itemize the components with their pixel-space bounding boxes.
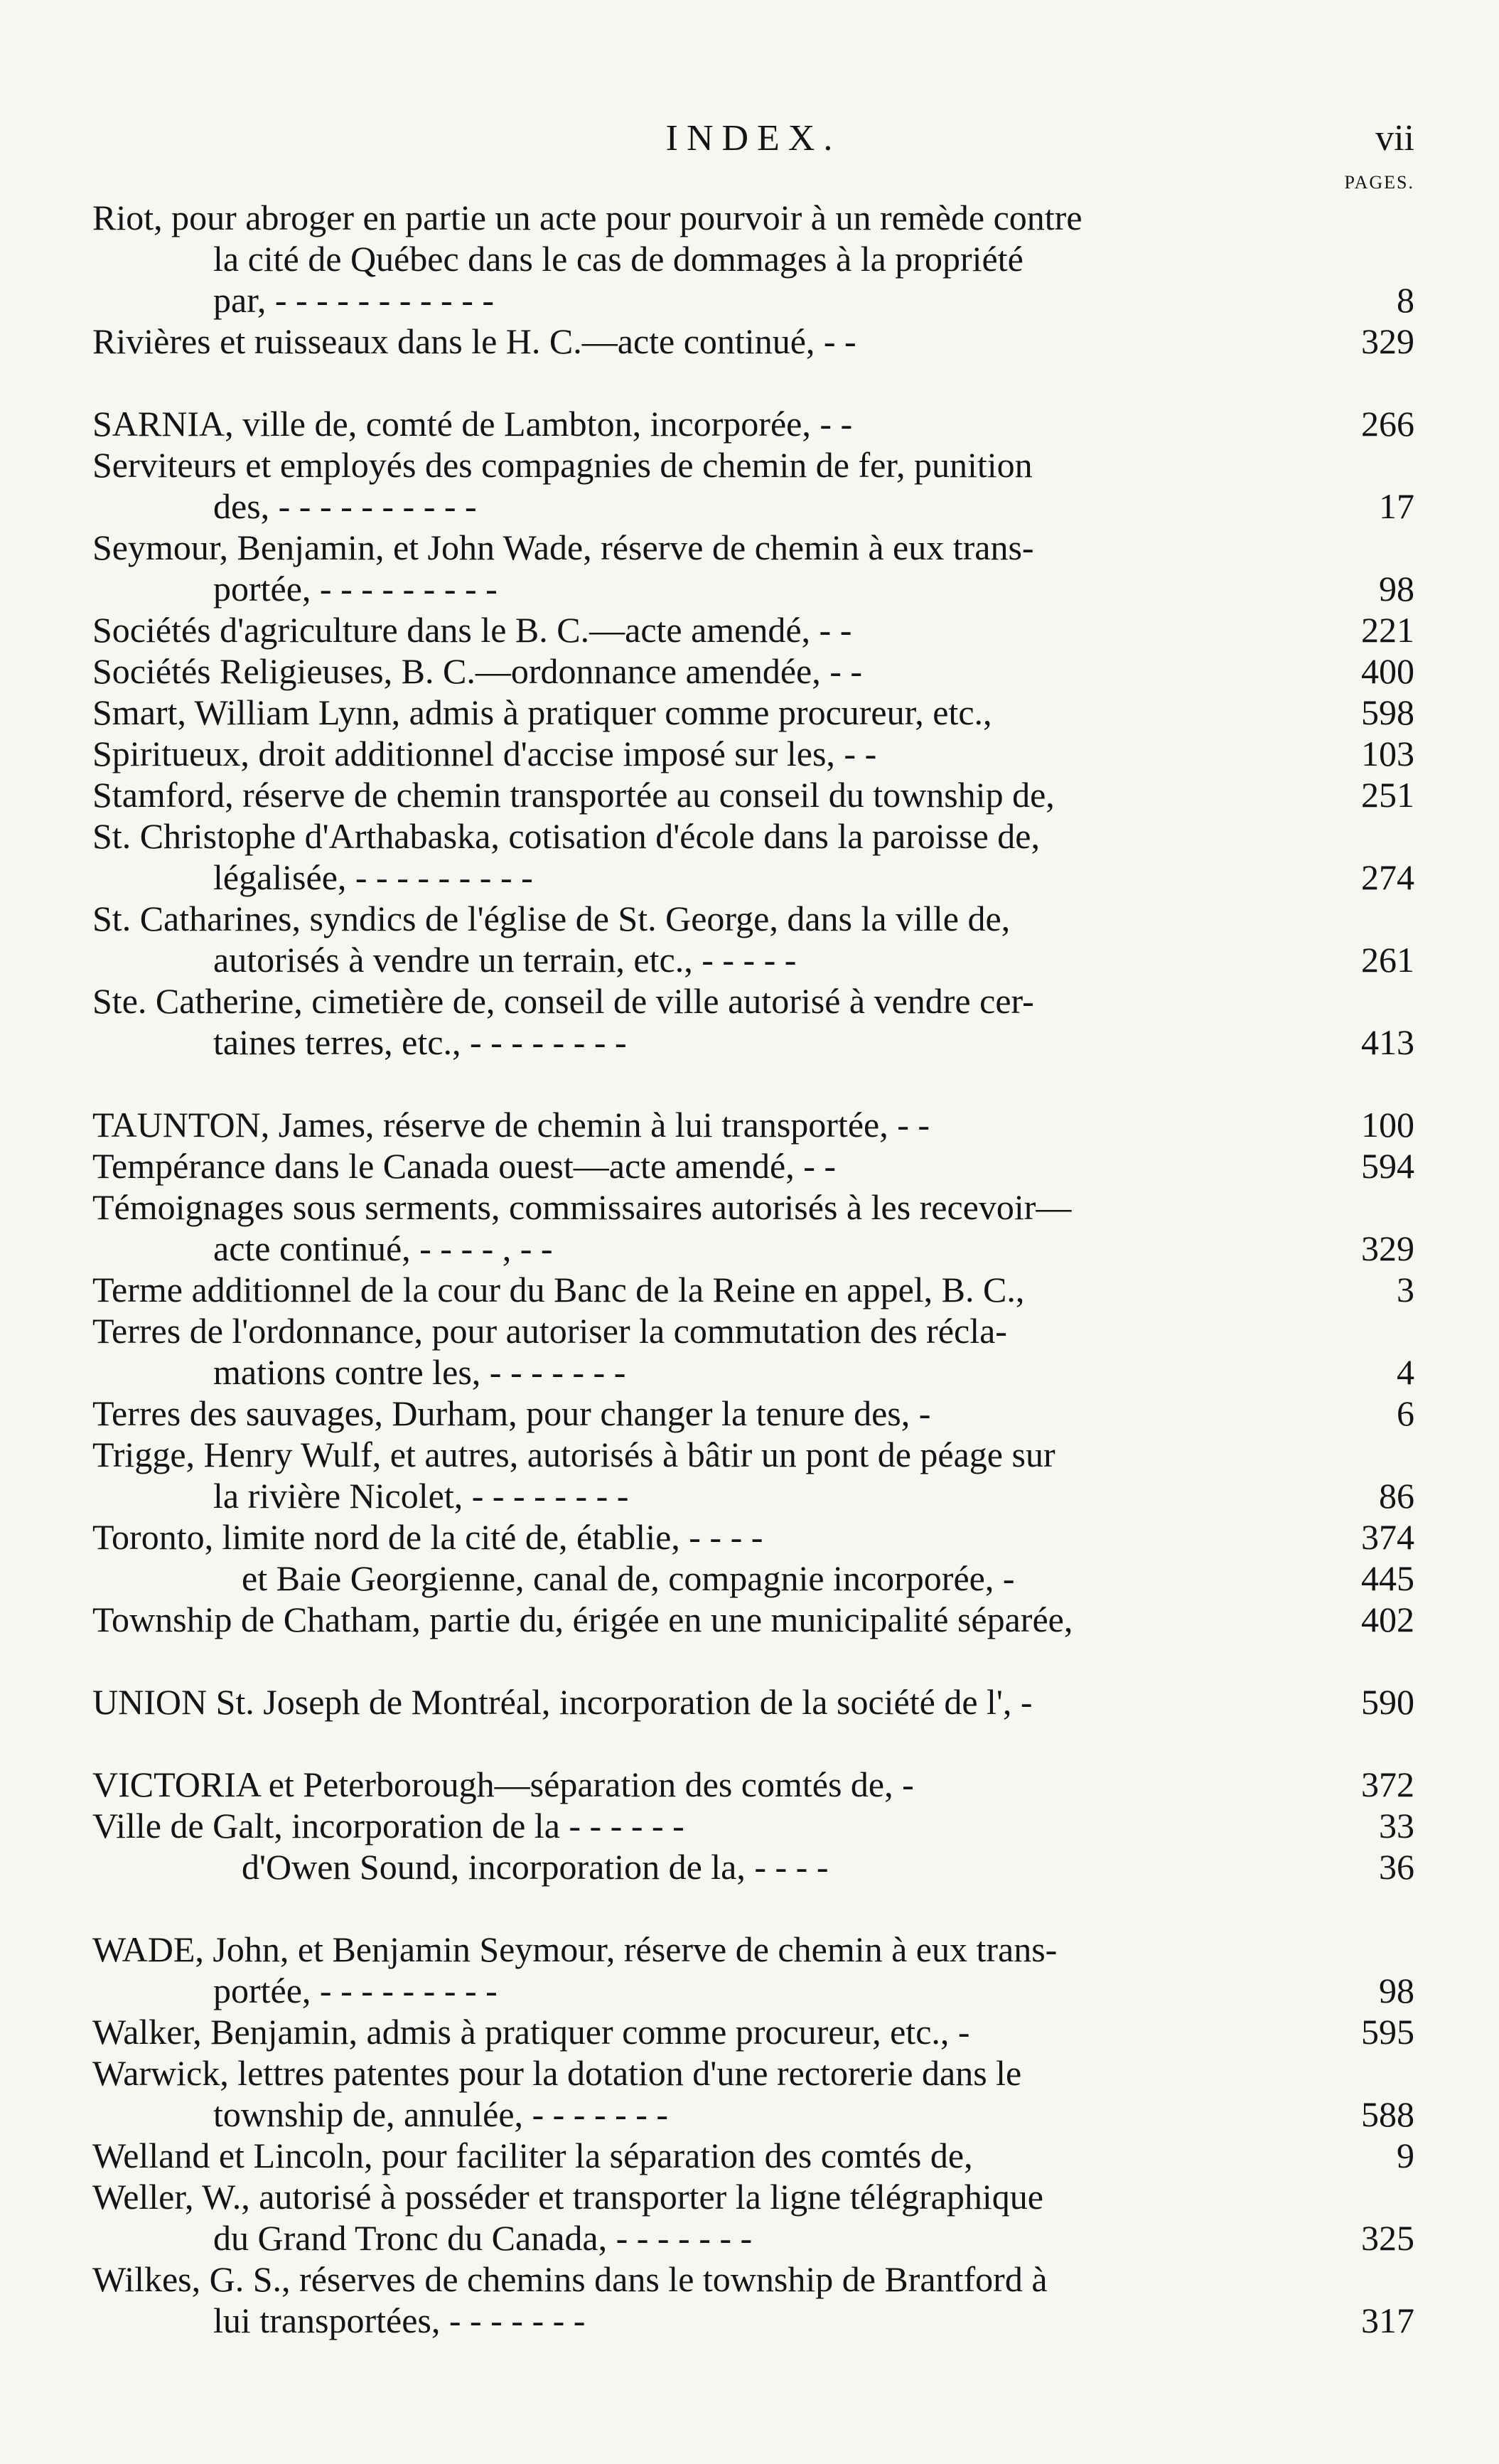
page-number: 98 — [1379, 1971, 1414, 2010]
page-number: 329 — [1361, 321, 1414, 361]
page-number: 251 — [1361, 775, 1414, 815]
index-line: Stamford, réserve de chemin transportée au conseil du township de, 251 — [92, 775, 1414, 815]
index-line: taines terres, etc., - - - - - - - - 413 — [213, 1022, 1414, 1062]
page-number: 594 — [1361, 1146, 1414, 1186]
page-number: 595 — [1361, 2012, 1414, 2052]
page-number: 400 — [1361, 651, 1414, 691]
index-line: la cité de Québec dans le cas de dommages à la propriété — [213, 239, 1023, 279]
page-number: 221 — [1361, 610, 1414, 650]
section-gap — [92, 362, 1414, 403]
page-number: 413 — [1361, 1022, 1414, 1062]
page-number: 9 — [1397, 2136, 1414, 2175]
page-number: 325 — [1361, 2218, 1414, 2258]
index-line: Ville de Galt, incorporation de la - - - - - - 33 — [92, 1806, 1414, 1846]
index-line: Sociétés d'agriculture dans le B. C.—acte amendé, - - 221 — [92, 610, 1414, 650]
page-number: 4 — [1397, 1352, 1414, 1392]
index-line: Ste. Catherine, cimetière de, conseil de ville autorisé à vendre cer- — [92, 981, 1034, 1021]
index-line: Sociétés Religieuses, B. C.—ordonnance amendée, - - 400 — [92, 651, 1414, 691]
page-number: 590 — [1361, 1682, 1414, 1722]
index-line: Weller, W., autorisé à posséder et transporter la ligne télégraphique — [92, 2177, 1043, 2217]
page-number: 3 — [1397, 1270, 1414, 1309]
index-line: Smart, William Lynn, admis à pratiquer comme procureur, etc., 598 — [92, 692, 1414, 732]
page-number: 98 — [1379, 569, 1414, 609]
index-line: par, - - - - - - - - - - - 8 — [213, 280, 1414, 320]
index-line: Terme additionnel de la cour du Banc de la Reine en appel, B. C., 3 — [92, 1270, 1414, 1309]
index-line: Terres des sauvages, Durham, pour changer la tenure des, - 6 — [92, 1393, 1414, 1433]
index-line: township de, annulée, - - - - - - - 588 — [213, 2094, 1414, 2134]
index-line: des, - - - - - - - - - - 17 — [213, 486, 1414, 526]
page-number: 317 — [1361, 2300, 1414, 2340]
index-line: Témoignages sous serments, commissaires autorisés à les recevoir— — [92, 1187, 1072, 1227]
index-line: TAUNTON, James, réserve de chemin à lui transportée, - - 100 — [92, 1105, 1414, 1145]
index-line: Wilkes, G. S., réserves de chemins dans le township de Brantford à — [92, 2259, 1048, 2299]
index-line: Riot, pour abroger en partie un acte pour pourvoir à un remède contre — [92, 198, 1082, 237]
index-line: et Baie Georgienne, canal de, compagnie incorporée, - 445 — [242, 1558, 1414, 1598]
index-line: portée, - - - - - - - - - 98 — [213, 569, 1414, 609]
page-title: INDEX. — [665, 118, 842, 159]
page-number: 17 — [1379, 486, 1414, 526]
index-line: St. Catharines, syndics de l'église de St. George, dans la ville de, — [92, 899, 1011, 938]
index-line: autorisés à vendre un terrain, etc., - - - - - 261 — [213, 940, 1414, 980]
page-number: 374 — [1361, 1517, 1414, 1557]
index-line: Spiritueux, droit additionnel d'accise imposé sur les, - - 103 — [92, 734, 1414, 773]
index-line: WADE, John, et Benjamin Seymour, réserve de chemin à eux trans- — [92, 1929, 1058, 1969]
page-folio: vii — [1375, 118, 1414, 159]
index-line: Walker, Benjamin, admis à pratiquer comme procureur, etc., - 595 — [92, 2012, 1414, 2052]
index-line: Township de Chatham, partie du, érigée en une municipalité séparée, 402 — [92, 1600, 1414, 1639]
section-gap — [92, 1723, 1414, 1764]
index-line: Welland et Lincoln, pour faciliter la séparation des comtés de, 9 — [92, 2136, 1414, 2175]
index-line: la rivière Nicolet, - - - - - - - - 86 — [213, 1476, 1414, 1516]
index-line: Terres de l'ordonnance, pour autoriser la commutation des récla- — [92, 1311, 1007, 1351]
page-number: 86 — [1379, 1476, 1414, 1516]
section-gap — [92, 1887, 1414, 1929]
index-entries — [92, 197, 1414, 2341]
index-line: légalisée, - - - - - - - - - 274 — [213, 857, 1414, 897]
section-gap — [92, 1063, 1414, 1104]
page-number: 103 — [1361, 734, 1414, 773]
pages-column-label: PAGES. — [1344, 172, 1414, 193]
page-number: 33 — [1379, 1806, 1414, 1846]
index-line: VICTORIA et Peterborough—séparation des comtés de, - 372 — [92, 1764, 1414, 1804]
page-number: 6 — [1397, 1393, 1414, 1433]
index-page — [92, 117, 1414, 2341]
index-line: Tempérance dans le Canada ouest—acte amendé, - - 594 — [92, 1146, 1414, 1186]
index-line: lui transportées, - - - - - - - 317 — [213, 2300, 1414, 2340]
index-line: Toronto, limite nord de la cité de, établie, - - - - 374 — [92, 1517, 1414, 1557]
page-number: 274 — [1361, 857, 1414, 897]
index-line: acte continué, - - - - , - - 329 — [213, 1228, 1414, 1268]
index-line: Warwick, lettres patentes pour la dotation d'une rectorerie dans le — [92, 2053, 1022, 2093]
index-line: portée, - - - - - - - - - 98 — [213, 1971, 1414, 2010]
page-number: 100 — [1361, 1105, 1414, 1145]
index-line: Trigge, Henry Wulf, et autres, autorisés à bâtir un pont de péage sur — [92, 1435, 1055, 1474]
index-line: SARNIA, ville de, comté de Lambton, incorporée, - - 266 — [92, 404, 1414, 444]
page-number: 8 — [1397, 280, 1414, 320]
page-number: 588 — [1361, 2094, 1414, 2134]
index-line: Seymour, Benjamin, et John Wade, réserve de chemin à eux trans- — [92, 527, 1034, 567]
index-line: Serviteurs et employés des compagnies de chemin de fer, punition — [92, 445, 1033, 485]
page-header — [92, 117, 1414, 168]
page-number: 266 — [1361, 404, 1414, 444]
index-line: mations contre les, - - - - - - - 4 — [213, 1352, 1414, 1392]
index-line: Rivières et ruisseaux dans le H. C.—acte continué, - - 329 — [92, 321, 1414, 361]
page-number: 445 — [1361, 1558, 1414, 1598]
index-line: UNION St. Joseph de Montréal, incorporation de la société de l', - 590 — [92, 1682, 1414, 1722]
page-number: 329 — [1361, 1228, 1414, 1268]
index-line: d'Owen Sound, incorporation de la, - - - - 36 — [242, 1847, 1414, 1887]
page-number: 402 — [1361, 1600, 1414, 1639]
page-number: 372 — [1361, 1764, 1414, 1804]
page-number: 261 — [1361, 940, 1414, 980]
index-line: du Grand Tronc du Canada, - - - - - - - 325 — [213, 2218, 1414, 2258]
section-gap — [92, 1640, 1414, 1681]
index-line: St. Christophe d'Arthabaska, cotisation d'école dans la paroisse de, — [92, 816, 1040, 856]
page-number: 36 — [1379, 1847, 1414, 1887]
page-number: 598 — [1361, 692, 1414, 732]
